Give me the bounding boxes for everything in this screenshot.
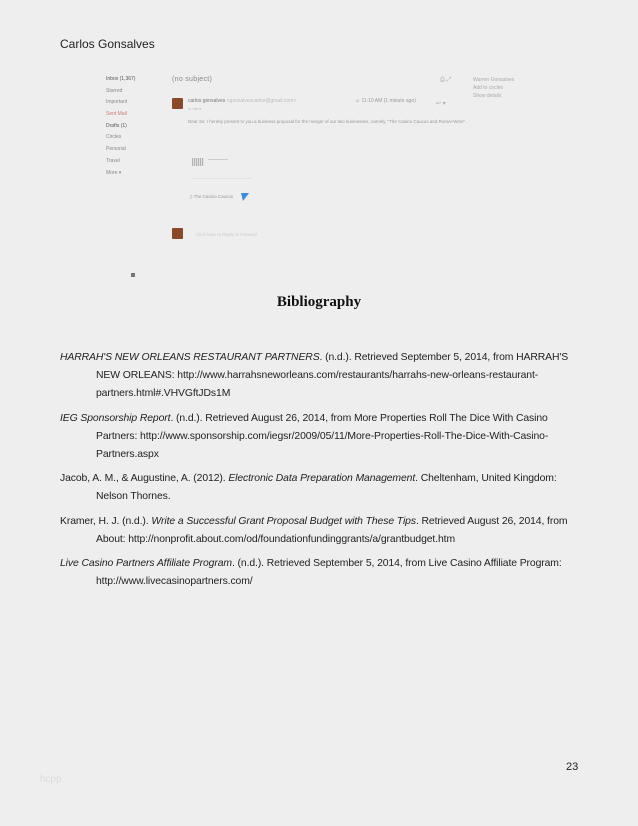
ref-suffix: . (n.d.). Retrieved August 26, 2014, from More Properties Roll The Dice With Casino Partners: http://www.sponsorship.com/iegsr/2009/05/11/More-Properties-Roll-The-Dice-With-Casino-Partners.aspx (96, 412, 549, 460)
signature-logo (192, 156, 232, 168)
nav-item-circles: Circles (106, 134, 122, 141)
sender-email: <gonsalvescarlos@gmail.com> (226, 98, 297, 104)
ref-prefix: Kramer, H. J. (n.d.). (60, 515, 152, 527)
sender-name: carlos gonsalves (188, 98, 226, 104)
reply-avatar-icon (172, 228, 183, 239)
divider (192, 178, 252, 179)
reference-item (60, 410, 580, 464)
message-timestamp: ☺ 11:10 AM (1 minute ago) (355, 98, 416, 104)
reference-list (60, 349, 580, 598)
sender-line (188, 98, 296, 104)
contact-card (473, 76, 514, 100)
author-header: Carlos Gonsalves (60, 37, 155, 51)
reference-item (60, 349, 580, 403)
nav-item-inbox: Inbox (1,367) (106, 76, 136, 82)
nav-item-important: Important (106, 99, 128, 106)
document-icon: ▯ (190, 194, 193, 200)
ref-suffix: . Retrieved August 26, 2014, from About: http://nonprofit.about.com/od/foundationfundinggrants/a/grantbudget.htm (96, 515, 568, 545)
drive-icon (239, 193, 249, 201)
nav-item-more: More ▾ (106, 169, 122, 176)
contact-details: Show details (473, 93, 502, 99)
bullet-icon (131, 273, 135, 277)
ref-title: IEG Sponsorship Report (60, 412, 171, 424)
message-body: Dear Sir, I hereby present to you a business proposal for the merger of our two businesses, namely, "The Casino Caucus and Roma+Wine". (188, 119, 467, 124)
ref-suffix: . (n.d.). Retrieved September 5, 2014, from Live Casino Affiliate Program: http://www.livecasinopartners.com/ (96, 558, 562, 587)
ref-title: Live Casino Partners Affiliate Program (60, 558, 232, 569)
sender-avatar-icon (172, 98, 183, 109)
nav-item-starred: Starred (106, 87, 123, 94)
embedded-email-screenshot (100, 68, 540, 288)
email-subject: (no subject) (172, 76, 213, 83)
reply-placeholder: Click here to Reply or Forward (196, 232, 257, 237)
reply-icons: ↩ ▾ (436, 101, 446, 107)
nav-item-drafts: Drafts (1) (106, 122, 127, 129)
ref-prefix: Jacob, A. M., & Augustine, A. (2012). (60, 473, 229, 484)
contact-add: Add to circles (473, 85, 504, 91)
reference-item (60, 513, 580, 549)
logo-icon (192, 158, 204, 166)
page-number: 23 (566, 761, 579, 773)
attachment (190, 193, 248, 201)
ref-title: Electronic Data Preparation Management (228, 473, 416, 484)
watermark: hcpp (40, 774, 62, 785)
ref-suffix: . Cheltenham, United Kingdom: Nelson Thornes. (96, 473, 557, 502)
signature-line (208, 159, 228, 160)
reference-item (60, 555, 580, 591)
email-nav (106, 74, 166, 179)
print-expand-icons: ⎙ ⤢ (440, 77, 452, 83)
attachment-label: The Casino Caucus (193, 194, 234, 200)
page-title: Bibliography (276, 294, 362, 310)
contact-name: Warren Gonsalves (473, 77, 515, 83)
nav-item-travel: Travel (106, 157, 120, 164)
ref-title: Write a Successful Grant Proposal Budget with These Tips (151, 515, 416, 527)
nav-item-personal: Personal (106, 146, 126, 153)
to-line: to me ▾ (188, 106, 202, 111)
reference-item (60, 470, 580, 506)
ref-title: HARRAH'S NEW ORLEANS RESTAURANT PARTNERS (60, 352, 320, 363)
nav-item-sent: Sent Mail (106, 111, 127, 118)
ref-suffix: . (n.d.). Retrieved September 5, 2014, from HARRAH'S NEW ORLEANS: http://www.harrahsneworleans.com/restaurants/harrahs-new-orleans-restaurant-partners.html#.VHVGftJDs1M (96, 352, 569, 399)
